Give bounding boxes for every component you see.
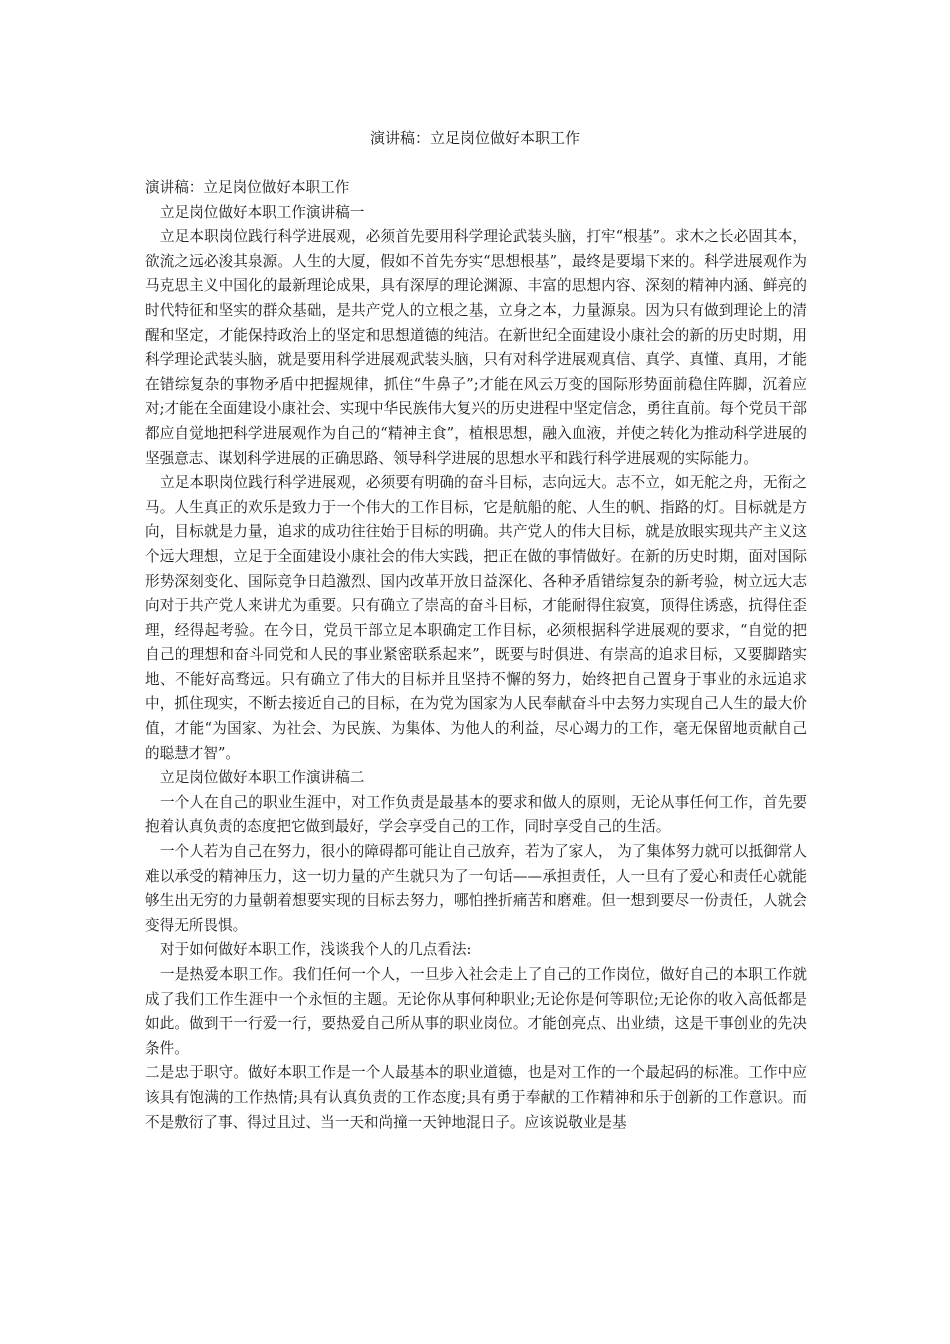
paragraph: 二是忠于职守。做好本职工作是一个人最基本的职业道德，也是对工作的一个最起码的标准。工作中应该具有饱满的工作热情;具有认真负责的工作态度;具有勇于奉献的工作精神和乐于创新的工作意识。而不是敷衍了事、得过且过、当一天和尚撞一天钟地混日子。应该说敬业是基 [145,1064,807,1131]
body-heading: 演讲稿：立足岗位做好本职工作 [145,179,350,196]
paragraph: 一个人若为自己在努力，很小的障碍都可能让自己放弃，若为了家人， 为了集体努力就可以抵御常人难以承受的精神压力，这一切力量的产生就只为了一句话——承担责任，人一旦有了爱心和责任心就能够生出无穷的力量朝着想要实现的目标去努力，哪怕挫折痛苦和磨难。但一想到要尽一份责任，人就会变得无所畏惧。 [145,843,807,934]
paragraph: 立足本职岗位践行科学进展观，必须要有明确的奋斗目标，志向远大。志不立，如无舵之舟，无衔之马。人生真正的欢乐是致力于一个伟大的工作目标，它是航船的舵、人生的帆、指路的灯。目标就是方向，目标就是力量，追求的成功往往始于目标的明确。共产党人的伟大目标，就是放眼实现共产主义这个远大理想，立足于全面建设小康社会的伟大实践，把正在做的事情做好。在新的历史时期，面对国际形势深刻变化、国际竞争日趋激烈、国内改革开放日益深化、各种矛盾错综复杂的新考验，树立远大志向对于共产党人来讲尤为重要。只有确立了崇高的奋斗目标，才能耐得住寂寞，顶得住诱惑，抗得住歪理，经得起考验。在今日，党员干部立足本职确定工作目标，必须根据科学进展观的要求，“自觉的把自己的理想和奋斗同党和人民的事业紧密联系起来”，既要与时俱进、有崇高的追求目标，又要脚踏实地、不能好高骛远。只有确立了伟大的目标并且坚持不懈的努力，始终把自己置身于事业的永远追求中，抓住现实，不断去接近自己的目标，在为党为国家为人民奉献奋斗中去努力实现自己人生的最大价值，才能“为国家、为社会、为民族、为集体、为他人的利益，尽心竭力的工作，毫无保留地贡献自己的聪慧才智”。 [145,474,807,762]
paragraph: 一个人在自己的职业生涯中，对工作负责是最基本的要求和做人的原则，无论从事任何工作，首先要抱着认真负责的态度把它做到最好，学会享受自己的工作，同时享受自己的生活。 [145,793,807,836]
document-title: 演讲稿：立足岗位做好本职工作 [369,129,580,147]
paragraph: 立足本职岗位践行科学进展观，必须首先要用科学理论武装头脑，打牢“根基”。求木之长必固其本，欲流之远必浚其泉源。人生的大厦，假如不首先夯实“思想根基”，最终是要塌下来的。科学进展观作为马克思主义中国化的最新理论成果，具有深厚的理论渊源、丰富的思想内容、深刻的精神内涵、鲜亮的时代特征和坚实的群众基础，是共产党人的立根之基，立身之本，力量源泉。因为只有做到理论上的清醒和坚定，才能保持政治上的坚定和思想道德的纯洁。在新世纪全面建设小康社会的新的历史时期，用科学理论武装头脑，就是要用科学进展观武装头脑，只有对科学进展观真信、真学、真懂、真用，才能在错综复杂的事物矛盾中把握规律，抓住“牛鼻子”;才能在风云万变的国际形势面前稳住阵脚，沉着应对;才能在全面建设小康社会、实现中华民族伟大复兴的历史进程中坚定信念，勇往直前。每个党员干部都应自觉地把科学进展观作为自己的“精神主食”，植根思想，融入血液，并使之转化为推动科学进展的坚强意志、谋划科学进展的正确思路、领导科学进展的思想水平和践行科学进展观的实际能力。 [145,228,807,467]
document-body [145,176,807,1135]
section-heading-1: 立足岗位做好本职工作演讲稿一 [160,203,365,221]
paragraph: 对于如何做好本职工作，浅谈我个人的几点看法: [160,941,472,959]
paragraph: 一是热爱本职工作。我们任何一个人，一旦步入社会走上了自己的工作岗位，做好自己的本职工作就成了我们工作生涯中一个永恒的主题。无论你从事何种职业;无论你是何等职位;无论你的收入高低都是如此。做到干一行爱一行，要热爱自己所从事的职业岗位。才能创亮点、出业绩，这是干事创业的先决条件。 [145,966,807,1057]
section-heading-2: 立足岗位做好本职工作演讲稿二 [160,769,365,787]
